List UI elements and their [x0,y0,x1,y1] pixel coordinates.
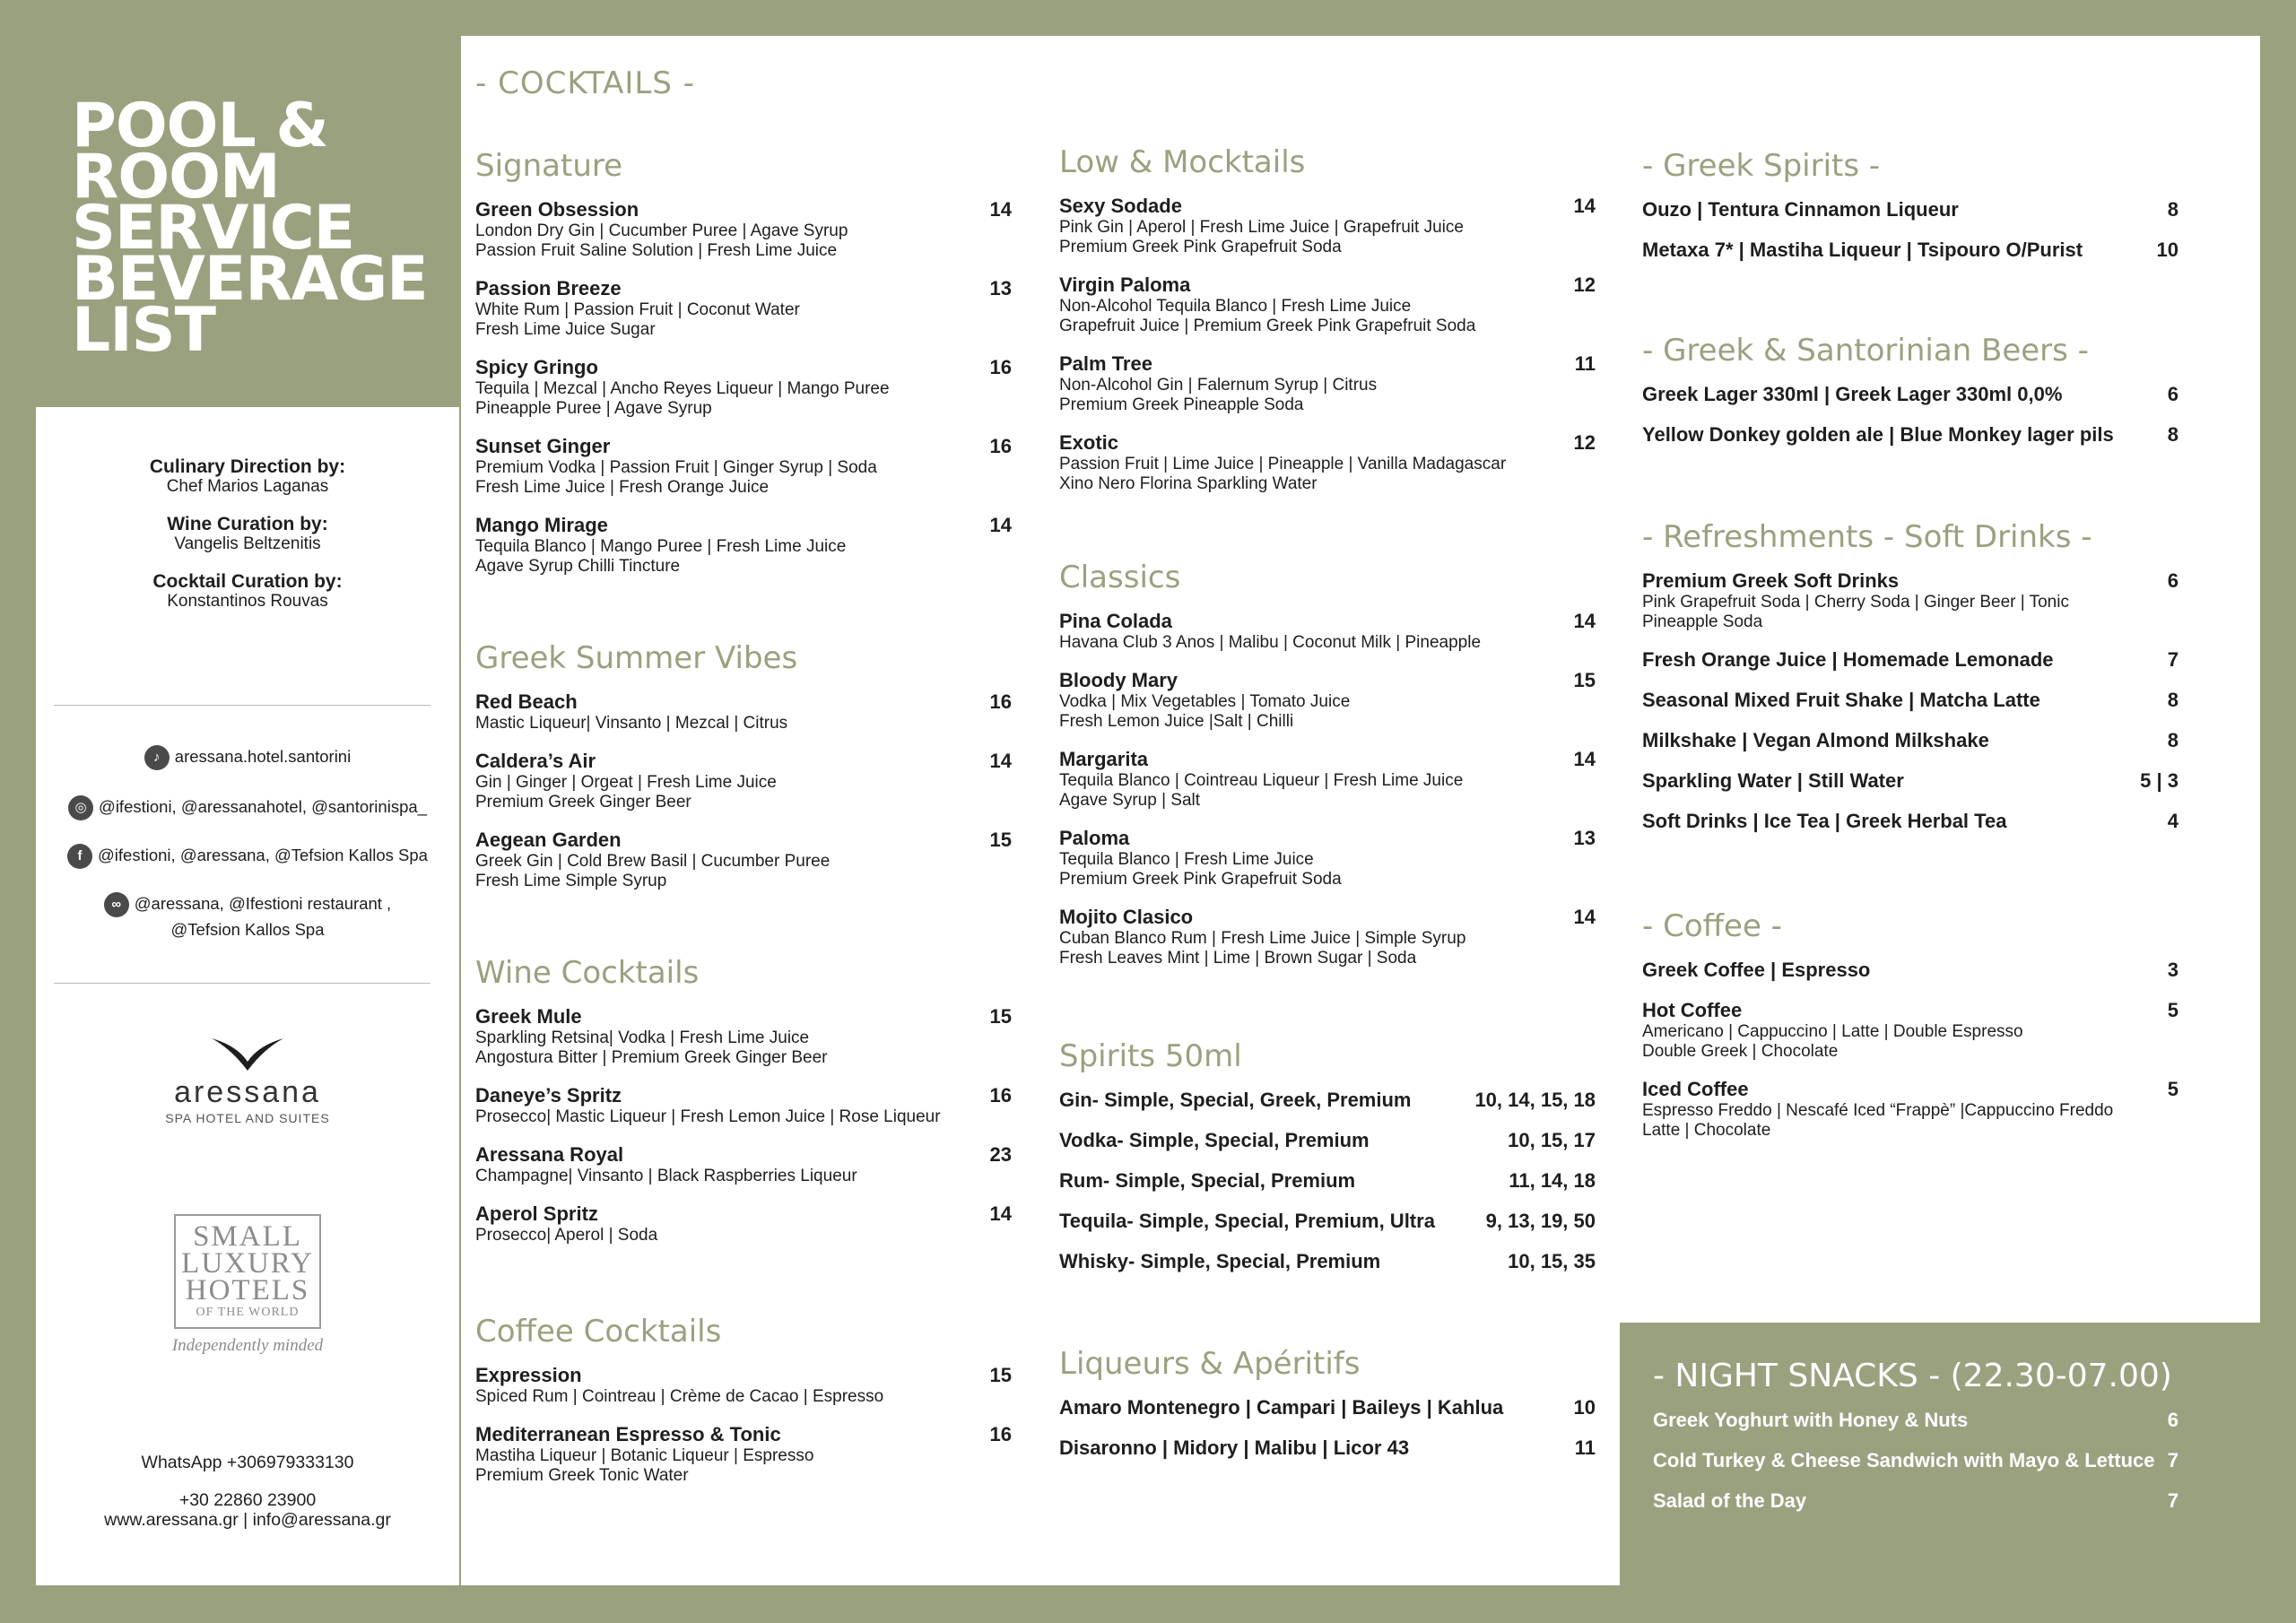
item-list [1059,194,1596,494]
item-list [1653,1408,2179,1513]
menu-item [1059,1395,1596,1419]
item-name: Gin- Simple, Special, Greek, Premium [1059,1089,1412,1111]
item-name: Iced Coffee [1642,1078,1749,1100]
menu-item [1642,197,2179,221]
item-description: Tequila Blanco | Fresh Lime Juice [1059,850,1314,869]
menu-item [1642,768,2179,793]
menu-item [1642,422,2179,447]
menu-item [475,355,1012,419]
item-description: Mastiha Liqueur | Botanic Liqueur | Espresso [475,1446,814,1465]
item-name: Metaxa 7* | Mastiha Liqueur | Tsipouro O/Purist [1642,239,2083,261]
social-handle: @aressana, @Ifestioni restaurant , [134,894,392,913]
item-price: 10 [1573,1396,1596,1419]
item-description: Prosecco| Aperol | Soda [475,1226,658,1245]
item-name: Daneye’s Spritz [475,1084,622,1107]
menu-item [1059,194,1596,257]
item-description: Fresh Lemon Juice |Salt | Chilli [1059,712,1294,731]
menu-item [1642,238,2179,262]
title-line: SERVICE [72,193,355,264]
item-description: Havana Club 3 Anos | Malibu | Coconut Milk | Pineapple [1059,633,1482,652]
menu-item [1059,826,1596,890]
credit-label: Wine Curation by: [167,514,328,534]
item-name: Amaro Montenegro | Campari | Baileys | Kahlua [1059,1396,1504,1419]
item-description: White Rum | Passion Fruit | Coconut Water [475,300,800,319]
section-spirits [1059,1037,1596,1289]
item-name: Rum- Simple, Special, Premium [1059,1169,1356,1192]
item-price: 16 [989,435,1012,457]
credit-name: Konstantinos Rouvas [167,592,328,611]
item-name: Greek Coffee | Espresso [1642,959,1871,981]
menu-item [475,276,1012,340]
item-price: 14 [989,198,1012,221]
item-description: Premium Vodka | Passion Fruit | Ginger Syrup | Soda [475,458,877,477]
menu-item [475,1004,1012,1068]
title-line: POOL & [72,91,328,161]
item-name: Sparkling Water | Still Water [1642,769,1904,792]
item-name: Paloma [1059,827,1130,849]
item-price: 16 [989,1084,1012,1107]
item-name: Cold Turkey & Cheese Sandwich with Mayo & Lettuce [1653,1449,2155,1471]
item-price: 12 [1573,273,1596,296]
item-price: 3 [2167,959,2179,981]
item-price: 13 [989,277,1012,299]
item-name: Ouzo | Tentura Cinnamon Liqueur [1642,198,1959,221]
item-name: Aegean Garden [475,829,622,851]
item-price: 14 [1573,610,1596,632]
item-description: Champagne| Vinsanto | Black Raspberries Liqueur [475,1167,857,1185]
item-price: 8 [2167,689,2179,711]
item-description: Non-Alcohol Tequila Blanco | Fresh Lime Juice [1059,297,1412,316]
social-facebook[interactable] [36,843,459,869]
item-name: Pina Colada [1059,610,1172,632]
item-price: 4 [2167,810,2179,832]
item-name: Greek Mule [475,1005,582,1028]
item-description: Passion Fruit Saline Solution | Fresh Lime Juice [475,241,838,260]
section-wine-cocktails [475,954,1012,1261]
credit-name: Vangelis Beltzenitis [174,534,321,553]
menu-item [1059,1168,1596,1193]
item-price: 6 [2167,569,2179,592]
item-price: 14 [989,514,1012,536]
title-line: LIST [72,295,215,366]
slh-line: OF THE WORLD [196,1306,300,1319]
menu-item [1059,1128,1596,1152]
item-list [1642,382,2179,447]
menu-item [475,749,1012,812]
item-price: 16 [989,1423,1012,1445]
item-price: 5 | 3 [2140,769,2179,792]
social-handle: @ifestioni, @aressanahotel, @santorinispa_ [99,797,427,816]
section-title: - Greek Spirits - [1642,148,1881,184]
item-name: Soft Drinks | Ice Tea | Greek Herbal Tea [1642,810,2007,832]
item-price: 15 [989,829,1012,851]
item-name: Mango Mirage [475,514,608,536]
tripadvisor-icon: ∞ [104,892,129,917]
item-name: Salad of the Day [1653,1489,1807,1512]
credit-label: Culinary Direction by: [149,456,346,477]
menu-item [475,1202,1012,1245]
item-name: Milkshake | Vegan Almond Milkshake [1642,729,1989,751]
item-description: Agave Syrup Chilli Tincture [475,557,681,576]
social-tiktok[interactable] [36,744,459,770]
menu-item [1059,1209,1596,1233]
item-description: Pineapple Puree | Agave Syrup [475,399,712,418]
item-name: Aperol Spritz [475,1202,598,1225]
item-name: Mojito Clasico [1059,906,1194,928]
item-list [475,1004,1012,1245]
tiktok-icon: ♪ [144,745,170,770]
credit-name: Chef Marios Laganas [166,477,329,496]
menu-item [1059,668,1596,732]
item-price: 23 [989,1143,1012,1166]
item-description: Fresh Leaves Mint | Lime | Brown Sugar | Soda [1059,949,1417,968]
item-price: 7 [2167,648,2179,671]
item-description: Tequila Blanco | Cointreau Liqueur | Fresh Lime Juice [1059,771,1464,790]
item-description: Cuban Blanco Rum | Fresh Lime Juice | Simple Syrup [1059,929,1466,948]
item-list [1642,197,2179,262]
menu-item [1059,352,1596,415]
item-price: 5 [2167,1078,2179,1100]
item-list [475,197,1012,577]
menu-item [1059,1088,1596,1112]
menu-item [1059,1436,1596,1460]
item-description: Premium Greek Pink Grapefruit Soda [1059,238,1342,256]
instagram-icon: ◎ [68,795,93,820]
section-title: Liqueurs & Apéritifs [1059,1346,1361,1382]
menu-item [475,197,1012,261]
item-name: Spicy Gringo [475,356,598,378]
item-name: Bloody Mary [1059,669,1178,691]
item-list [1642,568,2179,833]
page-title [72,91,428,366]
aressana-logo-icon [210,1035,285,1072]
item-name: Mediterranean Espresso & Tonic [475,1423,781,1445]
section-title: Wine Cocktails [475,955,700,991]
slh-tagline: Independently minded [171,1336,324,1355]
section-title: Spirits 50ml [1059,1038,1242,1074]
item-list [1642,958,2179,1141]
item-description: Premium Greek Tonic Water [475,1466,689,1485]
menu-item [1642,958,2179,982]
logo-subtitle: SPA HOTEL AND SUITES [165,1111,330,1125]
item-description: London Dry Gin | Cucumber Puree | Agave Syrup [475,221,848,240]
menu-item [1653,1448,2179,1472]
item-name: Palm Tree [1059,352,1152,375]
menu-item [1642,568,2179,632]
section-greek-spirits [1642,147,2179,278]
social-tripadvisor[interactable] [36,891,459,942]
item-description: Non-Alcohol Gin | Falernum Syrup | Citrus [1059,376,1378,395]
menu-item [1059,1249,1596,1273]
item-description: Americano | Cappuccino | Latte | Double Espresso [1642,1022,2023,1041]
item-list [475,1363,1012,1486]
item-list [1059,609,1596,968]
item-price: 11 [1574,352,1596,375]
item-description: Angostura Bitter | Premium Greek Ginger Beer [475,1048,828,1067]
item-name: Red Beach [475,690,578,713]
info-panel [36,407,459,1585]
menu-item [1642,728,2179,752]
item-description: Double Greek | Chocolate [1642,1042,1839,1061]
section-beers [1642,332,2179,463]
item-description: Pink Grapefruit Soda | Cherry Soda | Ginger Beer | Tonic [1642,593,2069,612]
item-price: 7 [2167,1489,2179,1512]
section-title: Greek Summer Vibes [475,640,798,676]
item-price: 16 [989,356,1012,378]
social-instagram[interactable] [36,794,459,820]
menu-item [475,690,1012,733]
item-name: Premium Greek Soft Drinks [1642,569,1900,592]
menu-item [1642,998,2179,1062]
item-name: Sexy Sodade [1059,195,1182,217]
divider [54,705,430,706]
section-signature [475,147,1012,592]
item-name: Yellow Donkey golden ale | Blue Monkey lager pils [1642,423,2114,446]
item-price: 10, 14, 15, 18 [1474,1089,1596,1111]
item-list [475,690,1012,891]
menu-item [475,1422,1012,1486]
item-name: Vodka- Simple, Special, Premium [1059,1129,1370,1151]
item-price: 8 [2167,729,2179,751]
section-liqueurs [1059,1345,1596,1476]
website-email[interactable]: www.aressana.gr | info@aressana.gr [104,1510,391,1530]
item-price: 5 [2167,999,2179,1021]
section-title: - Coffee - [1642,908,1782,944]
menu-item [1059,609,1596,653]
item-price: 15 [989,1005,1012,1028]
item-price: 14 [1573,906,1596,928]
menu-item [1059,430,1596,494]
menu-item [1642,809,2179,833]
item-name: Caldera’s Air [475,750,596,772]
item-price: 11 [1574,1436,1596,1459]
item-description: Grapefruit Juice | Premium Greek Pink Grapefruit Soda [1059,317,1476,335]
item-description: Gin | Ginger | Orgeat | Fresh Lime Juice [475,773,777,792]
item-name: Seasonal Mixed Fruit Shake | Matcha Latte [1642,689,2040,711]
menu-item [1059,747,1596,811]
item-name: Virgin Paloma [1059,273,1191,296]
item-list [1059,1395,1596,1460]
menu-item [1642,688,2179,712]
item-price: 12 [1573,431,1596,454]
item-name: Greek Yoghurt with Honey & Nuts [1653,1409,1969,1431]
item-name: Tequila- Simple, Special, Premium, Ultra [1059,1210,1435,1232]
item-name: Sunset Ginger [475,435,611,457]
section-classics [1059,559,1596,984]
menu-item [1642,382,2179,406]
section-greek-summer [475,639,1012,907]
section-coffee-cocktails [475,1313,1012,1501]
item-description: Pink Gin | Aperol | Fresh Lime Juice | Grapefruit Juice [1059,218,1464,237]
section-refreshments [1642,518,2179,849]
item-name: Fresh Orange Juice | Homemade Lemonade [1642,648,2054,671]
slh-badge [174,1214,321,1329]
section-low-mocktails [1059,143,1596,509]
social-handle: @Tefsion Kallos Spa [170,920,325,940]
item-description: Greek Gin | Cold Brew Basil | Cucumber Puree [475,852,831,871]
logo-name: aressana [174,1075,321,1109]
social-handle: @ifestioni, @aressana, @Tefsion Kallos Spa [98,846,428,864]
item-name: Aressana Royal [475,1143,624,1166]
divider [54,983,430,984]
menu-item [1653,1488,2179,1513]
whatsapp-number[interactable]: WhatsApp +306979333130 [141,1453,354,1472]
item-description: Passion Fruit | Lime Juice | Pineapple | Vanilla Madagascar [1059,455,1507,473]
item-price: 14 [989,750,1012,772]
title-line: ROOM [72,142,280,213]
item-description: Pineapple Soda [1642,612,1763,631]
section-night-snacks [1653,1358,2179,1529]
facebook-icon: f [67,844,92,869]
credits [36,456,459,629]
item-price: 6 [2167,1409,2179,1431]
title-line: BEVERAGE [72,244,428,315]
menu-item [1642,647,2179,672]
item-price: 6 [2167,383,2179,405]
credit-cocktail [36,571,459,611]
menu-item [475,434,1012,498]
section-title: Classics [1059,560,1181,595]
menu-item [475,1142,1012,1186]
section-title: - Refreshments - Soft Drinks - [1642,519,2092,555]
item-price: 14 [1573,195,1596,217]
menu-item [475,1363,1012,1407]
item-description: Sparkling Retsina| Vodka | Fresh Lime Juice [475,1028,810,1047]
menu-item [1059,273,1596,336]
item-description: Mastic Liqueur| Vinsanto | Mezcal | Citrus [475,714,788,733]
contact-info [36,1453,459,1530]
item-price: 11, 14, 18 [1509,1169,1596,1192]
slh-line: HOTELS [185,1274,310,1306]
item-price: 10 [2156,239,2179,261]
item-description: Espresso Freddo | Nescafé Iced “Frappè” |Cappuccino Freddo [1642,1101,2114,1120]
item-price: 8 [2167,423,2179,446]
menu-item [1642,1077,2179,1141]
item-name: Green Obsession [475,198,639,221]
item-name: Whisky- Simple, Special, Premium [1059,1250,1381,1272]
item-description: Spiced Rum | Cointreau | Crème de Cacao | Espresso [475,1387,884,1406]
section-title: Low & Mocktails [1059,144,1306,180]
item-price: 7 [2167,1449,2179,1471]
item-description: Prosecco| Mastic Liqueur | Fresh Lemon Juice | Rose Liqueur [475,1107,941,1126]
item-description: Latte | Chocolate [1642,1121,1771,1140]
slh-line: LUXURY [181,1247,314,1280]
item-description: Vodka | Mix Vegetables | Tomato Juice [1059,692,1351,711]
item-name: Greek Lager 330ml | Greek Lager 330ml 0,0% [1642,383,2063,405]
item-price: 8 [2167,198,2179,221]
slh-line: SMALL [193,1220,302,1253]
item-name: Passion Breeze [475,277,622,299]
item-name: Disaronno | Midory | Malibu | Licor 43 [1059,1436,1410,1459]
slh-logo [36,1214,459,1356]
item-name: Expression [475,1364,582,1386]
credit-wine [36,514,459,553]
cocktails-heading: - COCKTAILS - [475,65,695,101]
item-description: Premium Greek Pink Grapefruit Soda [1059,870,1342,889]
item-price: 14 [989,1202,1012,1225]
item-list [1059,1088,1596,1273]
item-description: Tequila Blanco | Mango Puree | Fresh Lime Juice [475,537,847,556]
section-coffee [1642,907,2179,1156]
item-description: Fresh Lime Simple Syrup [475,872,667,890]
menu-item [1059,905,1596,968]
item-name: Exotic [1059,431,1119,454]
item-name: Margarita [1059,748,1149,770]
item-price: 9, 13, 19, 50 [1485,1210,1596,1232]
menu-item [1653,1408,2179,1432]
section-title: Coffee Cocktails [475,1314,722,1350]
section-title: Signature [475,148,623,184]
item-description: Premium Greek Pineapple Soda [1059,395,1304,414]
item-description: Xino Nero Florina Sparkling Water [1059,474,1318,493]
item-description: Fresh Lime Juice Sugar [475,320,656,339]
item-description: Agave Syrup | Salt [1059,791,1201,810]
item-price: 13 [1573,827,1596,849]
item-description: Tequila | Mezcal | Ancho Reyes Liqueur | Mango Puree [475,379,890,398]
section-title: - NIGHT SNACKS - (22.30-07.00) [1653,1358,2172,1394]
item-description: Fresh Lime Juice | Fresh Orange Juice [475,478,770,497]
section-title: - Greek & Santorinian Beers - [1642,333,2089,369]
item-price: 14 [1573,748,1596,770]
menu-item [475,828,1012,891]
item-description: Premium Greek Ginger Beer [475,793,691,812]
credit-label: Cocktail Curation by: [152,571,343,592]
phone-number[interactable]: +30 22860 23900 [178,1490,317,1510]
credit-culinary [36,456,459,496]
social-handle: aressana.hotel.santorini [174,747,352,766]
item-price: 10, 15, 17 [1508,1129,1596,1151]
item-price: 15 [1573,669,1596,691]
menu-item [475,513,1012,577]
item-name: Hot Coffee [1642,999,1743,1021]
menu-item [475,1083,1012,1127]
item-price: 10, 15, 35 [1508,1250,1596,1272]
item-price: 15 [989,1364,1012,1386]
aressana-logo [36,1035,459,1125]
item-price: 16 [989,690,1012,713]
